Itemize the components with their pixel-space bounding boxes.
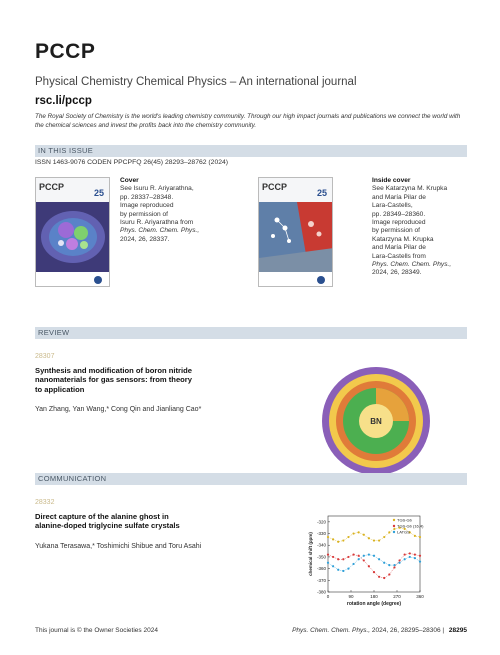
chart-point xyxy=(404,558,406,560)
chart-point xyxy=(332,565,334,567)
inside-cover-image xyxy=(258,177,333,287)
chart-point xyxy=(393,564,395,566)
chart-point xyxy=(409,552,411,554)
review-graphical-abstract xyxy=(306,366,446,476)
chart-point xyxy=(409,556,411,558)
chart-point xyxy=(358,531,360,533)
title-line: Direct capture of the alanine ghost in xyxy=(35,512,169,521)
inside-cover-artwork xyxy=(259,178,333,287)
cover-line: See Isuru R. Ariyarathna, xyxy=(120,185,194,193)
inside-cover-caption xyxy=(372,177,467,278)
cover-line: and María Pilar de xyxy=(372,193,426,201)
graphic-center-label: BN xyxy=(370,417,382,426)
chart-legend-label: TGS-Gb (16.4) xyxy=(397,523,424,529)
chart-x-tick-label: 0 xyxy=(326,594,330,599)
chart-x-tick-label: 90 xyxy=(348,594,354,599)
chart-point xyxy=(378,539,380,541)
chart-x-tick-label: 270 xyxy=(393,594,401,599)
chart-y-tick-label: -360 xyxy=(316,566,326,572)
chart-point xyxy=(414,535,416,537)
chart-point xyxy=(404,553,406,555)
cover-logo: PCCP xyxy=(39,182,65,192)
chart-point xyxy=(347,556,349,558)
chart-legend-marker xyxy=(393,531,395,533)
chart-legend-marker xyxy=(393,525,395,527)
chart-point xyxy=(398,559,400,561)
communication-page-number: 28332 xyxy=(35,499,55,506)
chart-point xyxy=(388,573,390,575)
chart-point xyxy=(342,539,344,541)
inside-cover-label: Inside cover xyxy=(372,177,411,184)
section-bar-review: REVIEW xyxy=(35,327,467,339)
cover-line: See Katarzyna M. Krupka xyxy=(372,185,448,193)
chart-legend-label: LATGS xyxy=(397,529,410,535)
cover-citation: 2024, 26, 28349. xyxy=(372,269,422,277)
title-line: to application xyxy=(35,384,85,394)
chart-point xyxy=(383,562,385,564)
chart-point xyxy=(327,562,329,564)
chart-point xyxy=(373,555,375,557)
cover-line: pp. 28349–28360. xyxy=(372,210,426,218)
chart-point xyxy=(414,557,416,559)
cover-issue-number: 25 xyxy=(317,188,328,198)
chart-point xyxy=(332,538,334,540)
cover-line: Image reproduced xyxy=(120,202,174,210)
chart-point xyxy=(393,566,395,568)
chart-point xyxy=(373,539,375,541)
cover-journal-ref: Phys. Chem. Chem. Phys., xyxy=(120,227,200,235)
chart-series-line xyxy=(328,555,420,571)
chart-y-tick-label: -380 xyxy=(316,589,326,595)
mission-statement: The Royal Society of Chemistry is the world's leading chemistry community. Through our high impact journals and publications we connect the world with the chemical sciences and invest the profits back into the chemistry community. xyxy=(35,113,461,129)
communication-authors: Yukana Terasawa,* Toshimichi Shibue and Toru Asahi xyxy=(35,543,202,550)
communication-title[interactable] xyxy=(35,512,235,531)
chart-y-tick-label: -350 xyxy=(316,554,326,560)
chart-point xyxy=(398,562,400,564)
section-bar-communication: COMMUNICATION xyxy=(35,473,467,485)
review-title[interactable] xyxy=(35,366,235,394)
chart-point xyxy=(358,555,360,557)
footer-citation xyxy=(292,627,467,634)
chart-y-tick-label: -340 xyxy=(316,542,326,548)
journal-url[interactable]: rsc.li/pccp xyxy=(35,95,92,107)
journal-title: PCCP xyxy=(35,40,96,63)
cover-line: pp. 28337–28348. xyxy=(120,193,174,201)
cover-citation: 2024, 26, 28337. xyxy=(120,235,170,243)
chart-point xyxy=(352,563,354,565)
chart-point xyxy=(363,559,365,561)
chart-point xyxy=(383,577,385,579)
cover-logo: PCCP xyxy=(262,182,288,192)
chart-point xyxy=(419,561,421,563)
issn-line: ISSN 1463-9076 CODEN PPCPFQ 26(45) 28293–28762 (2024) xyxy=(35,159,229,166)
chart-y-tick-label: -330 xyxy=(316,531,326,537)
chart-point xyxy=(373,571,375,573)
chart-point xyxy=(332,556,334,558)
cover-line: Katarzyna M. Krupka xyxy=(372,235,434,243)
cover-artwork xyxy=(36,178,110,287)
chart-series-line xyxy=(328,553,420,578)
chart-y-tick-label: -370 xyxy=(316,577,326,583)
cover-line: Lara-Castells from xyxy=(372,252,426,260)
chart-point xyxy=(419,536,421,538)
chart-point xyxy=(358,558,360,560)
chart-point xyxy=(327,536,329,538)
footer-separator: | xyxy=(442,627,445,634)
chart-point xyxy=(368,537,370,539)
chart-x-tick-label: 360 xyxy=(416,594,424,599)
chart-point xyxy=(337,541,339,543)
footer-page-number: 28295 xyxy=(448,627,467,634)
chart-point xyxy=(414,553,416,555)
section-bar-in-this-issue: IN THIS ISSUE xyxy=(35,145,467,157)
chart-point xyxy=(378,558,380,560)
chart-point xyxy=(368,553,370,555)
cover-line: and María Pilar de xyxy=(372,244,426,252)
chart-point xyxy=(388,564,390,566)
chart-legend-label: TGS-Gb xyxy=(397,517,412,523)
chart-point xyxy=(342,570,344,572)
title-line: nanomaterials for gas sensors: from theory xyxy=(35,375,192,385)
chart-point xyxy=(327,553,329,555)
chart-point xyxy=(347,536,349,538)
chart-point xyxy=(363,555,365,557)
chart-point xyxy=(363,534,365,536)
chart-point xyxy=(352,553,354,555)
chart-y-tick-label: -320 xyxy=(316,519,326,525)
cover-image xyxy=(35,177,110,287)
chart-point xyxy=(393,528,395,530)
cover-line: Image reproduced xyxy=(372,219,426,227)
chart-point xyxy=(337,569,339,571)
journal-subtitle: Physical Chemistry Chemical Physics – An international journal xyxy=(35,76,357,88)
cover-issue-number: 25 xyxy=(94,188,105,198)
chart-point xyxy=(378,576,380,578)
chart-y-axis-label: chemical shift (ppm) xyxy=(308,532,313,576)
chart-point xyxy=(342,558,344,560)
cover-journal-ref: Phys. Chem. Chem. Phys., xyxy=(372,261,452,269)
cover-line: by permission of xyxy=(120,210,169,218)
chart-point xyxy=(352,532,354,534)
chart-point xyxy=(388,531,390,533)
cover-line: Lara-Castells, xyxy=(372,202,413,210)
chart-point xyxy=(347,568,349,570)
review-page-number: 28307 xyxy=(35,353,55,360)
chart-point xyxy=(337,558,339,560)
chart-point xyxy=(419,555,421,557)
review-authors: Yan Zhang, Yan Wang,* Cong Qin and Jianliang Cao* xyxy=(35,406,202,413)
title-line: Synthesis and modification of boron nitride xyxy=(35,366,192,375)
communication-chart xyxy=(300,508,470,608)
cover-label: Cover xyxy=(120,177,139,184)
footer-copyright: This journal is © the Owner Societies 2024 xyxy=(35,627,158,634)
cover-caption xyxy=(120,177,215,244)
title-line: alanine-doped triglycine sulfate crystals xyxy=(35,521,180,531)
chart-x-axis-label: rotation angle (degree) xyxy=(346,601,402,607)
footer-journal: Phys. Chem. Chem. Phys., xyxy=(292,627,371,634)
footer-citation-text: 2024, 26, 28295–28306 xyxy=(371,627,441,634)
cover-line: Isuru R. Ariyarathna from xyxy=(120,219,194,227)
cover-line: by permission of xyxy=(372,227,421,235)
chart-point xyxy=(383,536,385,538)
chart-point xyxy=(368,565,370,567)
chart-legend-marker xyxy=(393,519,395,521)
chart-x-tick-label: 180 xyxy=(370,594,378,599)
